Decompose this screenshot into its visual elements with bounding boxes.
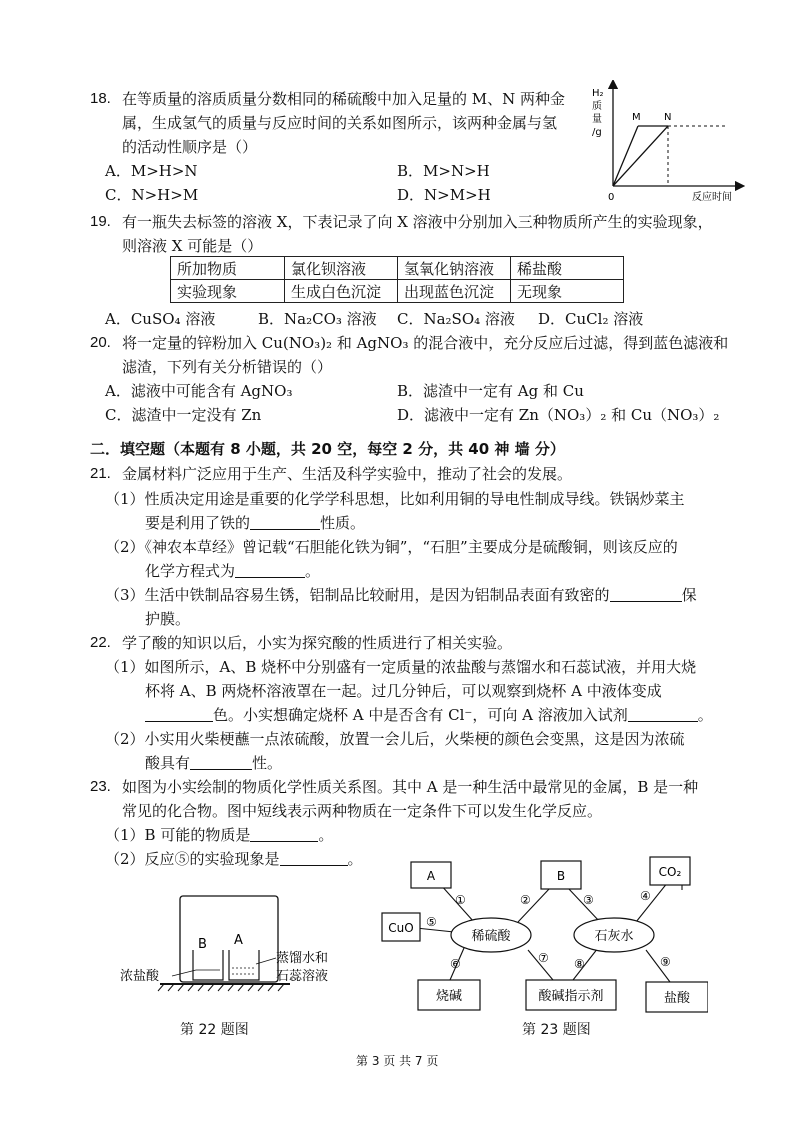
q23-part1-text: （1）B 可能的物质是 [105,826,251,844]
node-sulfuric-acid-label: 稀硫酸 [471,929,511,944]
q22-number: 22. [90,634,111,651]
q20-option-c: C．滤渣中一定没有 Zn [105,406,262,424]
q22-blank-2[interactable] [628,707,698,722]
q21-part2-line2 [145,561,320,581]
water-label: 蒸馏水和 [276,951,329,966]
q21-part1-text: 要是利用了铁的 [145,514,251,532]
q22-blank-3[interactable] [190,755,252,770]
q20-text-line2: 滤渣，下列有关分析错误的（） [122,358,333,376]
q22-part1-line3 [145,705,713,725]
reaction-6-label: ⑥ [450,957,461,971]
q23-part2-end: 。 [347,850,363,868]
y-axis-label-3: 量 [592,114,602,125]
q23-part1 [105,825,333,845]
q21-part3-line2: 护膜。 [145,610,191,628]
node-limewater-label: 石灰水 [594,929,634,944]
q22-part2-end: 性。 [252,754,283,772]
beaker-b-label: B [198,937,207,952]
q18-text-line3: 的活动性顺序是（） [122,138,258,156]
q21-part2-line1: （2）《神农本草经》曾记载“石胆能化铁为铜”，“石胆”主要成分是硫酸铜，则该反应的 [105,538,678,556]
q23-text-line1: 如图为小实绘制的物质化学性质关系图。其中 A 是一种生活中最常见的金属，B 是一种 [122,778,699,796]
q22-part1-line1: （1）如图所示，A、B 烧杯中分别盛有一定质量的浓盐酸与蒸馏水和石蕊试液，并用大烧 [105,658,697,676]
table-hatch [158,984,284,991]
litmus-label: 石蕊溶液 [276,969,329,984]
q23-part2 [105,849,363,869]
origin-label: 0 [608,192,615,203]
q23-number: 23. [90,778,111,795]
q21-blank-2[interactable] [235,563,305,578]
q23-part1-end: 。 [318,826,334,844]
table-cell: 氯化钡溶液 [285,257,398,280]
beaker-a [229,950,259,980]
curve-n [613,126,668,186]
q20-option-d: D．滤液中一定有 Zn（NO₃）₂ 和 Cu（NO₃）₂ [397,406,720,424]
q21-intro: 金属材料广泛应用于生产、生活及科学实验中，推动了社会的发展。 [122,465,573,483]
beaker-b [193,950,223,980]
figure-22-caption: 第 22 题图 [180,1022,249,1038]
q18-number: 18. [90,90,111,107]
reaction-3-label: ③ [583,893,594,907]
q19-option-d: D．CuCl₂ 溶液 [538,310,644,328]
q22-intro: 学了酸的知识以后，小实为探究酸的性质进行了相关实验。 [122,634,513,652]
q19-number: 19. [90,213,111,230]
q19-observation-table [170,256,624,303]
q21-part2-text: 化学方程式为 [145,562,236,580]
q21-part3-text: （3）生活中铁制品容易生锈，铝制品比较耐用，是因为铝制品表面有致密的 [105,586,610,604]
q22-part2-text: 酸具有 [145,754,191,772]
n-label: N [664,112,672,123]
q18-option-a: A．M>H>N [105,162,198,180]
q22-part1-end: 。 [697,706,713,724]
q19-text-line2: 则溶液 X 可能是（） [122,237,263,255]
q23-text-line2: 常见的化合物。图中短线表示两种物质在一定条件下可以发生化学反应。 [122,802,603,820]
q21-part3-line1 [105,585,697,605]
x-axis-label: 反应时间 [692,192,732,203]
q20-option-b: B．滤渣中一定有 Ag 和 Cu [397,382,584,400]
y-axis-label-4: /g [592,127,602,138]
table-row [171,257,624,280]
node-cuo-label: CuO [388,921,414,935]
hcl-label: 浓盐酸 [120,969,160,984]
q21-blank-3[interactable] [610,587,682,602]
q23-part2-text: （2）反应⑤的实验现象是 [105,850,280,868]
table-cell: 氢氧化钠溶液 [398,257,511,280]
reaction-5-label: ⑤ [426,915,437,929]
node-caustic-soda-label: 烧碱 [435,989,463,1004]
q22-part1-mid: 色。小实想确定烧杯 A 中是否含有 Cl⁻，可向 A 溶液加入试剂 [213,706,628,724]
figure-23-caption: 第 23 题图 [522,1022,591,1038]
q19-option-b: B．Na₂CO₃ 溶液 [258,310,377,328]
q19-option-c: C．Na₂SO₄ 溶液 [397,310,515,328]
q19-text-line1: 有一瓶失去标签的溶液 X，下表记录了向 X 溶液中分别加入三种物质所产生的实验现象， [122,213,713,231]
q21-part2-end: 。 [305,562,321,580]
node-co2-label: CO₂ [658,865,682,879]
node-a-label: A [426,869,436,883]
reaction-2-label: ② [520,893,531,907]
m-label: M [632,112,641,123]
table-cell: 出现蓝色沉淀 [398,280,511,303]
curve-m [613,126,638,186]
q18-text-line1: 在等质量的溶质质量分数相同的稀硫酸中加入足量的 M、N 两种金 [122,90,566,108]
q21-part1-end: 性质。 [320,514,366,532]
page-number: 第 3 页 共 7 页 [356,1054,439,1068]
q23-blank-2[interactable] [280,851,348,866]
q20-number: 20. [90,334,111,351]
node-b-label: B [556,869,566,883]
q18-text-line2: 属，生成氢气的质量与反应时间的关系如图所示，该两种金属与氢 [122,114,558,132]
reaction-9-label: ⑨ [660,955,671,969]
reaction-7-label: ⑦ [538,951,549,965]
q21-part1-line1: （1）性质决定用途是重要的化学学科思想，比如利用铜的导电性制成导线。铁锅炒菜主 [105,490,685,508]
table-cell: 稀盐酸 [511,257,624,280]
pointer-line [172,970,196,976]
q21-part1-line2 [145,513,365,533]
q20-option-a: A．滤液中可能含有 AgNO₃ [105,382,293,400]
figure-22 [120,880,370,1010]
reaction-1-label: ① [455,893,466,907]
q21-part3-tail: 保 [681,586,697,604]
table-cell: 生成白色沉淀 [285,280,398,303]
table-cell: 所加物质 [171,257,285,280]
section-two-title: 二．填空题（本题有 8 小题，共 20 空，每空 2 分，共 40 神 墙 分） [90,440,565,458]
q22-part1-line2: 杯将 A、B 两烧杯溶液罩在一起。过几分钟后，可以观察到烧杯 A 中液体变成 [145,682,662,700]
q22-blank-1[interactable] [145,707,213,722]
reaction-4-label: ④ [640,889,651,903]
q18-option-c: C．N>H>M [105,186,199,204]
q22-part2-line1: （2）小实用火柴梗蘸一点浓硫酸，放置一会儿后，火柴梗的颜色会变黑，这是因为浓硫 [105,730,685,748]
q20-text-line1: 将一定量的锌粉加入 Cu(NO₃)₂ 和 AgNO₃ 的混合液中，充分反应后过滤，得到蓝色滤液和 [122,334,729,352]
q18-option-d: D．N>M>H [397,186,491,204]
node-hcl-label: 盐酸 [663,991,691,1006]
beaker-a-label: A [234,933,243,948]
node-indicator-label: 酸碱指示剂 [538,989,604,1004]
q21-blank-1[interactable] [250,515,320,530]
q18-graph [588,80,748,208]
table-cell: 无现象 [511,280,624,303]
q18-option-b: B．M>N>H [397,162,490,180]
q22-part2-line2 [145,753,282,773]
table-row [171,280,624,303]
figure-23 [378,850,708,1020]
table-cell: 实验现象 [171,280,285,303]
reaction-8-label: ⑧ [574,957,585,971]
y-axis-label-2: 质 [592,101,602,112]
q23-blank-1[interactable] [250,827,318,842]
y-axis-label-1: H₂ [592,88,604,99]
q19-option-a: A．CuSO₄ 溶液 [105,310,216,328]
q21-number: 21. [90,465,111,482]
